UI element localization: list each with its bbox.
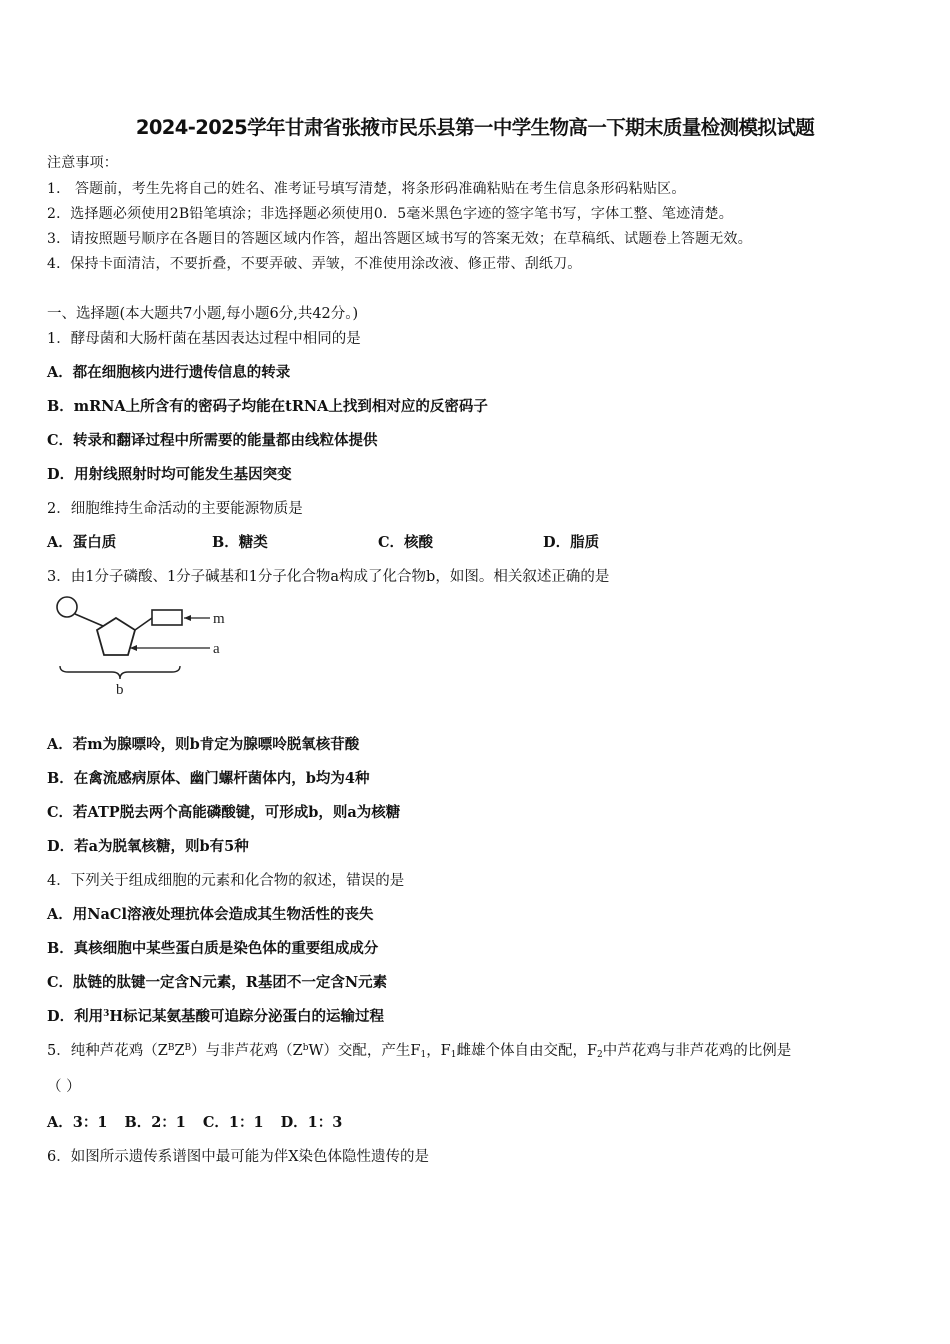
question-3-option-a: A．若m为腺嘌呤，则b肯定为腺嘌呤脱氧核苷酸 (47, 736, 360, 753)
q5-p4: W）交配，产生F (308, 1043, 421, 1059)
question-5-paren: （ ） (47, 1079, 81, 1095)
question-1-option-c: C．转录和翻译过程中所需要的能量都由线粒体提供 (47, 432, 378, 449)
phosphate-circle (57, 597, 77, 617)
question-6-stem: 6．如图所示遗传系谱图中最可能为伴X染色体隐性遗传的是 (47, 1149, 430, 1165)
question-1-option-a: A．都在细胞核内进行遗传信息的转录 (47, 364, 291, 381)
note-item-3: 3．请按照题号顺序在各题目的答题区域内作答，超出答题区域书写的答案无效；在草稿纸、试题卷上答题无效。 (47, 231, 752, 247)
question-2-option-a: A．蛋白质 (47, 534, 117, 551)
note-item-2: 2．选择题必须使用2B铅笔填涂；非选择题必须使用0．5毫米黑色字迹的签字笔书写，字体工整、笔迹清楚。 (47, 206, 733, 222)
nucleotide-diagram (50, 594, 250, 700)
q5-p7: 中芦花鸡与非芦花鸡的比例是 (602, 1043, 792, 1059)
q5-s5: 1 (450, 1050, 457, 1060)
pentose-pentagon (97, 618, 135, 655)
question-1-stem: 1．酵母菌和大肠杆菌在基因表达过程中相同的是 (47, 331, 361, 347)
q5-s1: B (167, 1043, 175, 1053)
question-5-option-d: D．1：3 (280, 1114, 343, 1131)
note-item-1: 1． 答题前，考生先将自己的姓名、准考证号填写清楚，将条形码准确粘贴在考生信息条形码粘贴区。 (47, 181, 686, 197)
question-2-stem: 2．细胞维持生命活动的主要能源物质是 (47, 501, 303, 517)
q4-d-pre: D．利用 (47, 1008, 104, 1025)
question-5-option-b: B．2：1 (124, 1114, 186, 1131)
question-4-option-d (47, 1005, 384, 1026)
question-5-option-a: A．3：1 (47, 1114, 108, 1131)
q4-d-sup: 3 (103, 1009, 110, 1019)
question-4-option-c: C．肽链的肽键一定含N元素，R基团不一定含N元素 (47, 974, 388, 991)
question-4-stem: 4．下列关于组成细胞的元素和化合物的叙述，错误的是 (47, 873, 405, 889)
question-1-option-d: D．用射线照射时均可能发生基因突变 (47, 466, 292, 483)
question-4-option-b: B．真核细胞中某些蛋白质是染色体的重要组成成分 (47, 940, 379, 957)
question-2-option-b: B．糖类 (212, 534, 268, 551)
q5-p5: ，F (426, 1043, 451, 1059)
label-a: a (213, 641, 220, 657)
page-title: 2024-2025学年甘肃省张掖市民乐县第一中学生物高一下期末质量检测模拟试题 (135, 116, 815, 139)
q5-p2: Z (174, 1043, 185, 1059)
notes-heading: 注意事项： (47, 155, 118, 171)
question-2-option-d: D．脂质 (543, 534, 600, 551)
arrow-m-head (184, 615, 191, 621)
question-3-option-c: C．若ATP脱去两个高能磷酸键，可形成b，则a为核糖 (47, 804, 401, 821)
question-1-option-b: B．mRNA上所含有的密码子均能在tRNA上找到相对应的反密码子 (47, 398, 488, 415)
q5-s4: 1 (420, 1050, 427, 1060)
q5-s6: 2 (597, 1050, 603, 1060)
question-5-stem (47, 1039, 791, 1060)
question-3-option-b: B．在禽流感病原体、幽门螺杆菌体内，b均为4种 (47, 770, 370, 787)
note-item-4: 4．保持卡面清洁，不要折叠，不要弄破、弄皱，不准使用涂改液、修正带、刮纸刀。 (47, 256, 582, 272)
section-heading: 一、选择题(本大题共7小题,每小题6分,共42分。) (47, 306, 359, 322)
q5-p6: 雌雄个体自由交配，F (456, 1043, 598, 1059)
brace-b (60, 666, 180, 679)
q5-p1: 5．纯种芦花鸡（Z (47, 1043, 168, 1059)
question-5-option-c: C．1：1 (202, 1114, 264, 1131)
q5-s3: b (302, 1043, 309, 1053)
base-bond-line (135, 618, 152, 630)
q4-d-post: H标记某氨基酸可追踪分泌蛋白的运输过程 (109, 1008, 385, 1025)
question-3-option-d: D．若a为脱氧核糖，则b有5种 (47, 838, 249, 855)
phosphate-bond-line (75, 614, 103, 626)
question-2-option-c: C．核酸 (378, 534, 434, 551)
label-m: m (213, 611, 225, 627)
base-box (152, 610, 182, 625)
q5-s2: B (184, 1043, 192, 1053)
q5-p3: ）与非芦花鸡（Z (191, 1043, 303, 1059)
label-b: b (116, 682, 124, 698)
question-4-option-a: A．用NaCl溶液处理抗体会造成其生物活性的丧失 (47, 906, 374, 923)
question-5-options (47, 1111, 342, 1132)
question-3-stem: 3．由1分子磷酸、1分子碱基和1分子化合物a构成了化合物b，如图。相关叙述正确的是 (47, 569, 610, 585)
